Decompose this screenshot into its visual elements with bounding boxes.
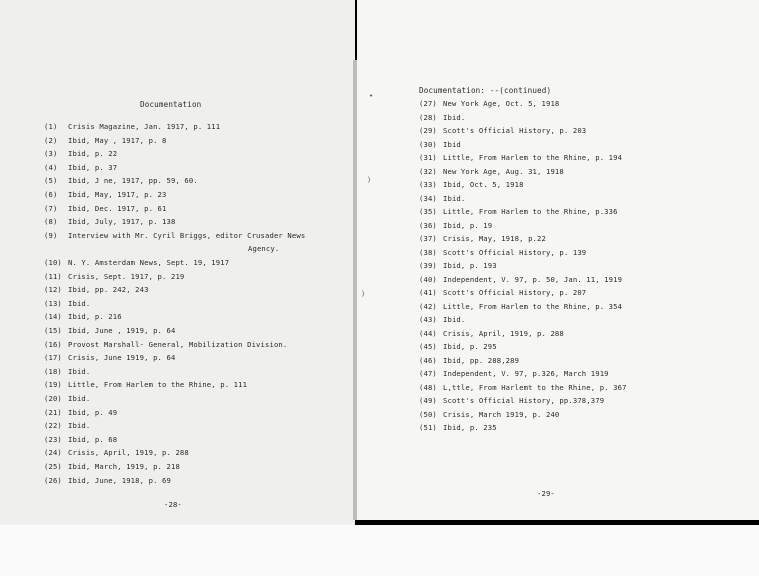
footnote-number: (25) <box>44 462 62 471</box>
footnote-text: Scott's Official History, p. 203 <box>443 126 587 135</box>
page-number: -28- <box>164 500 182 509</box>
footnote-number: (41) <box>419 288 437 297</box>
footnote-number: (44) <box>419 328 437 338</box>
list-item <box>419 194 465 203</box>
footnote-number: (37) <box>419 234 437 243</box>
footnote-text: Scott's Official History, p. 139 <box>443 247 587 257</box>
footnote-number: (32) <box>419 166 437 176</box>
list-item <box>44 190 167 199</box>
footnote-number: (51) <box>419 423 437 432</box>
footnote-number: (13) <box>44 298 62 308</box>
list-item <box>419 180 524 189</box>
list-item <box>419 234 546 243</box>
footnote-number: (8) <box>44 217 58 227</box>
list-item <box>44 367 90 376</box>
footnote-number: (5) <box>44 176 58 186</box>
footnote-number: (34) <box>419 193 437 203</box>
footnote-number: (20) <box>44 394 62 403</box>
footnote-text: Little, From Harlem to the Rhine, p.336 <box>443 207 618 216</box>
list-item <box>44 448 189 457</box>
list-item <box>44 176 198 185</box>
footnote-text: Interview with Mr. Cyril Briggs, editor Crusader News <box>68 230 306 240</box>
list-item <box>44 217 175 226</box>
footnote-text: Ibid, p. 295 <box>443 342 497 351</box>
list-item <box>419 383 627 392</box>
list-item <box>419 275 622 284</box>
footnote-text: Ibid. <box>68 298 91 308</box>
page-number: -29- <box>537 489 555 498</box>
footnote-text: Crisis, Sept. 1917, p. 219 <box>68 271 185 281</box>
scan-bracket-mark: ) <box>361 290 366 298</box>
footnote-text: Scott's Official History, pp.378,379 <box>443 396 605 405</box>
footnote-number: (17) <box>44 353 62 363</box>
footnote-number: (6) <box>44 190 58 199</box>
list-item <box>419 410 559 419</box>
footnote-text: Ibid, p. 49 <box>68 407 118 417</box>
footnote-number: (4) <box>44 162 58 172</box>
footnote-number: (47) <box>419 369 437 378</box>
footnote-number: (21) <box>44 407 62 417</box>
list-item <box>44 312 122 321</box>
footnote-number: (9) <box>44 230 58 240</box>
footnote-text: L,ttle, From Harlemt to the Rhine, p. 367 <box>443 382 627 392</box>
list-item <box>248 244 279 253</box>
footnote-text: Little, From Harlem to the Rhine, p. 194 <box>443 153 623 162</box>
footnote-number: (28) <box>419 112 437 122</box>
footnote-text: Crisis, April, 1919, p. 288 <box>443 328 564 338</box>
footnote-number: (48) <box>419 382 437 392</box>
list-item <box>419 153 622 162</box>
footnote-text: Little, From Harlem to the Rhine, p. 354 <box>443 301 623 311</box>
list-item <box>44 272 184 281</box>
list-item <box>44 408 117 417</box>
footnote-number: (43) <box>419 315 437 324</box>
list-item <box>44 122 220 131</box>
list-item <box>44 204 167 213</box>
footnote-text: New York Age, Oct. 5, 1918 <box>443 99 560 108</box>
footnote-text: Crisis, April, 1919, p. 288 <box>68 448 189 458</box>
list-item <box>44 394 90 403</box>
footnote-text: Crisis Magazine, Jan. 1917, p. 111 <box>68 122 221 131</box>
footnote-text: Ibid <box>443 139 461 149</box>
list-item <box>44 421 90 430</box>
list-item <box>44 353 175 362</box>
list-item <box>419 261 497 270</box>
footnote-number: (39) <box>419 261 437 270</box>
footnote-text: Crisis, May, 1918, p.22 <box>443 234 546 243</box>
footnote-text: Ibid, p. 22 <box>68 149 118 159</box>
footnote-text: Provost Marshall- General, Mobilization Division. <box>68 339 288 349</box>
footnote-number: (30) <box>419 139 437 149</box>
footnote-number: (27) <box>419 99 437 108</box>
footnote-number: (46) <box>419 355 437 365</box>
list-item <box>44 380 247 389</box>
footnote-number: (15) <box>44 326 62 335</box>
left-page <box>0 0 355 525</box>
footnote-number: (35) <box>419 207 437 216</box>
list-item <box>419 248 586 257</box>
footnote-text: Ibid, Dec. 1917, p. 61 <box>68 203 167 213</box>
list-item <box>419 221 492 230</box>
list-item <box>44 326 175 335</box>
list-item <box>419 126 586 135</box>
footnote-number: (23) <box>44 434 62 444</box>
footnote-text: Ibid. <box>443 112 466 122</box>
footnote-text: Ibid, Oct. 5, 1918 <box>443 180 524 189</box>
footnote-text: N. Y. Amsterdam News, Sept. 19, 1917 <box>68 258 230 267</box>
footnote-text: Ibid, p. 216 <box>68 312 122 322</box>
footnote-number: (22) <box>44 421 62 431</box>
footnote-number: (1) <box>44 122 58 131</box>
list-item <box>44 462 180 471</box>
list-item <box>44 163 117 172</box>
list-item <box>44 258 229 267</box>
footnote-text: Ibid, pp. 242, 243 <box>68 285 149 295</box>
list-item <box>44 231 305 240</box>
footnote-text: Ibid, p. 193 <box>443 261 497 270</box>
footnote-text: Ibid, p. 68 <box>68 434 118 444</box>
footnote-text: Ibid, July, 1917, p. 138 <box>68 217 176 227</box>
footnote-text: Crisis, March 1919, p. 240 <box>443 409 560 419</box>
list-item <box>419 329 564 338</box>
list-item <box>44 299 90 308</box>
list-item <box>419 315 465 324</box>
footnote-text: Ibid, June, 1918, p. 69 <box>68 475 171 485</box>
right-page <box>357 0 759 520</box>
list-item <box>419 423 497 432</box>
footnote-text: Independent, V. 97, p.326, March 1919 <box>443 369 609 378</box>
list-item <box>419 140 461 149</box>
footnote-text: Ibid. <box>68 421 91 431</box>
footnote-text: Ibid. <box>443 193 466 203</box>
list-item <box>419 356 519 365</box>
list-item <box>419 99 559 108</box>
footnote-text: Ibid, pp. 288,289 <box>443 355 520 365</box>
list-item <box>419 167 564 176</box>
footnote-number: (38) <box>419 247 437 257</box>
footnote-number: (2) <box>44 135 58 145</box>
footnote-text: Ibid, p. 19 <box>443 220 493 230</box>
page-title: Documentation <box>140 100 202 109</box>
footnote-number: (24) <box>44 448 62 458</box>
list-item <box>419 396 604 405</box>
list-item <box>419 369 609 378</box>
footnote-number: (40) <box>419 274 437 284</box>
list-item <box>44 149 117 158</box>
footnote-text: Ibid, p. 37 <box>68 162 118 172</box>
list-item <box>44 136 167 145</box>
footnote-text: Ibid, March, 1919, p. 218 <box>68 462 180 471</box>
footnote-number: (12) <box>44 285 62 295</box>
footnote-text: Ibid, J ne, 1917, pp. 59, 60. <box>68 176 198 186</box>
list-item <box>44 476 171 485</box>
footnote-number: (3) <box>44 149 58 159</box>
footnote-number: (49) <box>419 396 437 405</box>
page-title: Documentation: --(continued) <box>419 86 552 95</box>
footnote-number: (36) <box>419 220 437 230</box>
footnote-text: Independent, V. 97, p. 50, Jan. 11, 1919 <box>443 274 623 284</box>
footnote-number: (18) <box>44 366 62 376</box>
footnote-text: Little, From Harlem to the Rhine, p. 111 <box>68 380 248 390</box>
footnote-text: Ibid. <box>68 394 91 403</box>
footnote-number: (31) <box>419 153 437 162</box>
list-item <box>419 302 622 311</box>
footnote-number: (29) <box>419 126 437 135</box>
footnote-number: (7) <box>44 203 58 213</box>
footnote-number: (11) <box>44 271 62 281</box>
footnote-text: Agency. <box>248 244 280 254</box>
list-item <box>419 342 497 351</box>
footnote-number: (26) <box>44 475 62 485</box>
list-item <box>419 113 465 122</box>
footnote-text: Ibid, June , 1919, p. 64 <box>68 326 176 335</box>
footnote-number: (14) <box>44 312 62 322</box>
footnote-number: (33) <box>419 180 437 189</box>
footnote-text: Crisis, June 1919, p. 64 <box>68 353 176 363</box>
footnote-text: New York Age, Aug. 31, 1918 <box>443 166 564 176</box>
footnote-text: Ibid, May , 1917, p. 8 <box>68 135 167 145</box>
footnote-text: Scott's Official History, p. 207 <box>443 288 587 297</box>
footnote-number: (45) <box>419 342 437 351</box>
list-item <box>419 207 618 216</box>
footnote-number: (16) <box>44 339 62 349</box>
footnote-number: (19) <box>44 380 62 390</box>
footnote-number: (10) <box>44 258 62 267</box>
list-item <box>44 285 149 294</box>
footnote-number: (42) <box>419 301 437 311</box>
footnote-text: Ibid, May, 1917, p. 23 <box>68 190 167 199</box>
scan-bracket-mark: ) <box>367 176 372 184</box>
footnote-text: Ibid. <box>443 315 466 324</box>
footnote-number: (50) <box>419 409 437 419</box>
list-item <box>44 435 117 444</box>
scan-bottom-margin <box>0 525 759 576</box>
list-item <box>419 288 586 297</box>
footnote-text: Ibid, p. 235 <box>443 423 497 432</box>
list-item <box>44 340 287 349</box>
footnote-text: Ibid. <box>68 366 91 376</box>
scan-speck: • <box>369 92 374 100</box>
